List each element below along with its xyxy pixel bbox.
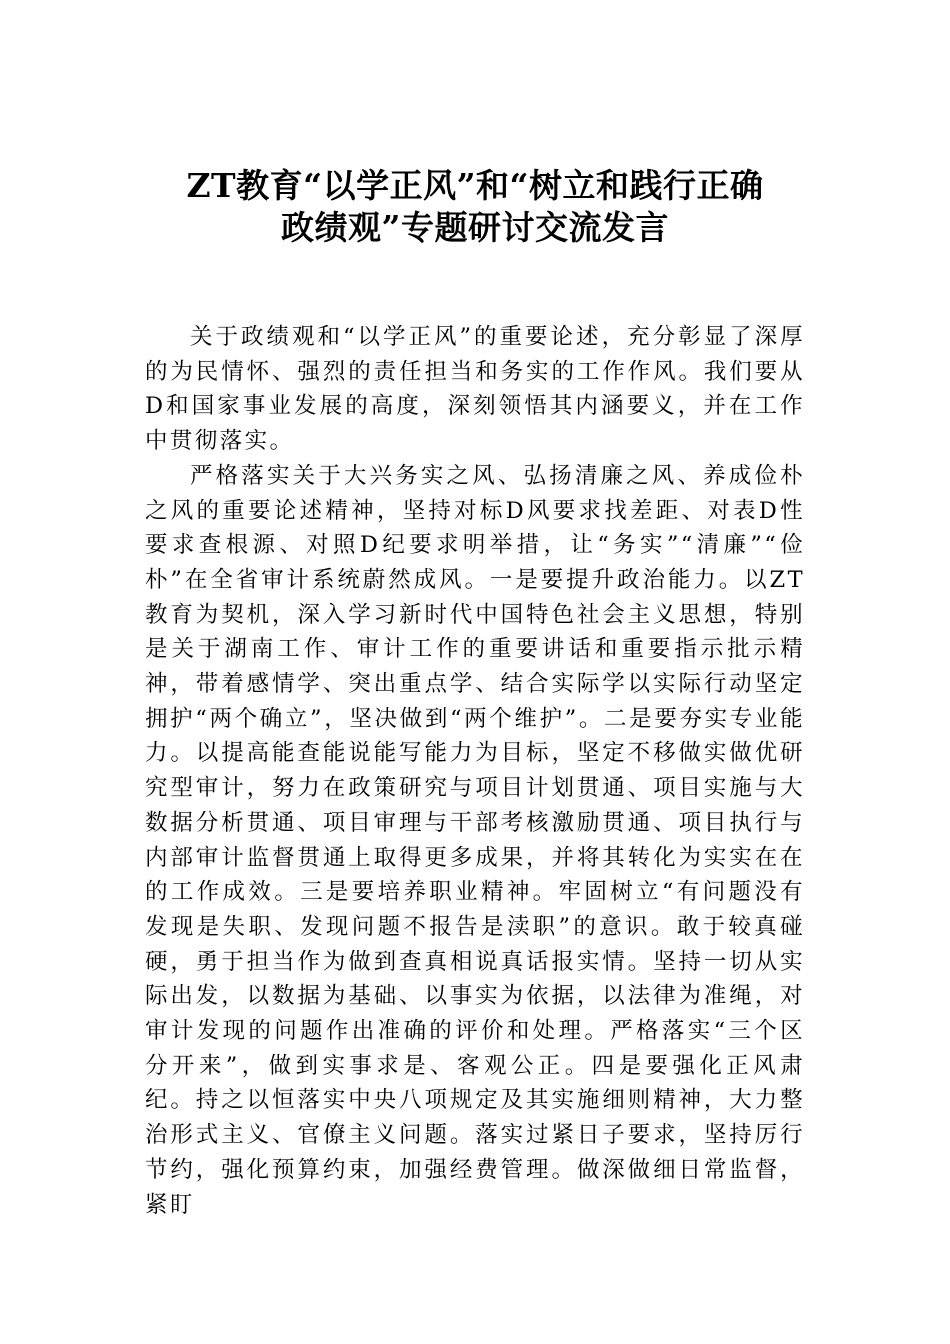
document-title-line-2: 政绩观”专题研讨交流发言 [281,208,669,247]
paragraph-2: 严格落实关于大兴务实之风、弘扬清廉之风、养成俭朴之风的重要论述精神，坚持对标D风要求找差距、对表D性要求查根源、对照D纪要求明举措，让“务实”“清廉”“俭朴”在全省审计系统蔚然成风。一是要提升政治能力。以ZT教育为契机，深入学习新时代中国特色社会主义思想，特别是关于湖南工作、审计工作的重要讲话和重要指示批示精神，带着感情学、突出重点学、结合实际学以实际行动坚定拥护“两个确立”，坚决做到“两个维护”。二是要夯实专业能力。以提高能查能说能写能力为目标，坚定不移做实做优研究型审计，努力在政策研究与项目计划贯通、项目实施与大数据分析贯通、项目审理与干部考核激励贯通、项目执行与内部审计监督贯通上取得更多成果，并将其转化为实实在在的工作成效。三是要培养职业精神。牢固树立“有问题没有发现是失职、发现问题不报告是渎职”的意识。敢于较真碰硬，勇于担当作为做到查真相说真话报实情。坚持一切从实际出发，以数据为基础、以事实为依据，以法律为准绳，对审计发现的问题作出准确的评价和处理。严格落实“三个区分开来”，做到实事求是、客观公正。四是要强化正风肃纪。持之以恒落实中央八项规定及其实施细则精神，大力整治形式主义、官僚主义问题。落实过紧日子要求，坚持厉行节约，强化预算约束，加强经费管理。做深做细日常监督，紧盯 [145,462,805,1218]
document-body [145,320,805,1222]
document-title-line-1: ZT教育“以学正风”和“树立和践行正确 [186,166,764,205]
paragraph-1: 关于政绩观和“以学正风”的重要论述，充分彰显了深厚的为民情怀、强烈的责任担当和务实的工作作风。我们要从D和国家事业发展的高度，深刻领悟其内涵要义，并在工作中贯彻落实。 [145,324,805,455]
